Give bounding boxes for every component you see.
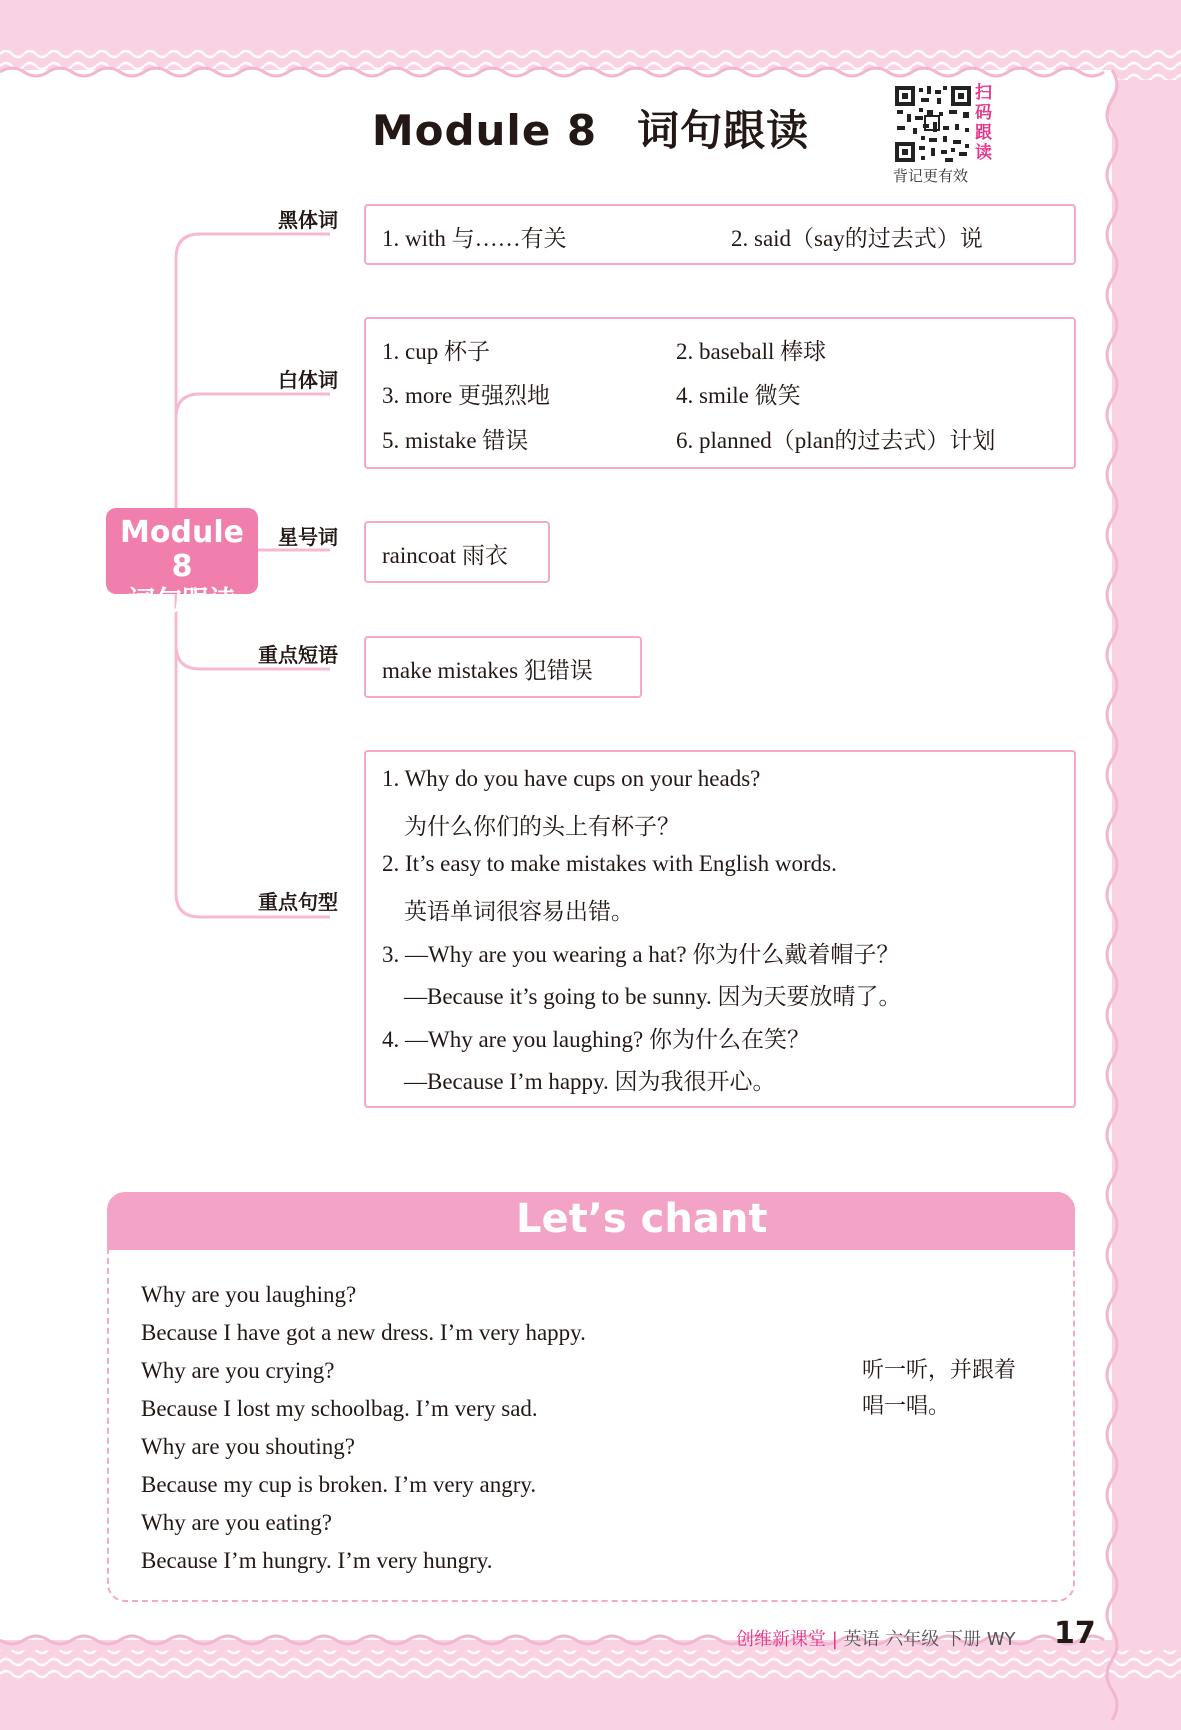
title-english: Module 8 bbox=[371, 106, 598, 155]
footer-info: 英语 六年级 下册 WY bbox=[843, 1629, 1016, 1650]
chant-line: Because I have got a new dress. I’m very happy. bbox=[141, 1320, 586, 1345]
plain-word-item: 1. cup 杯子 bbox=[382, 339, 490, 364]
qr-code-area[interactable] bbox=[893, 84, 973, 164]
title-chinese: 词句跟读 bbox=[637, 106, 810, 155]
category-key-phrases: 重点短语 bbox=[258, 643, 338, 667]
star-word-item: raincoat 雨衣 bbox=[382, 543, 508, 568]
chant-line: Why are you crying? bbox=[141, 1358, 335, 1383]
category-plain-words: 白体词 bbox=[278, 368, 338, 392]
key-phrase-item: make mistakes 犯错误 bbox=[382, 658, 593, 683]
chant-title: Let’s chant bbox=[516, 1196, 768, 1242]
chant-line: Why are you shouting? bbox=[141, 1434, 355, 1459]
key-sentence-line: 为什么你们的头上有杯子？ bbox=[404, 814, 680, 839]
center-node-line2: 词句跟读 bbox=[128, 586, 236, 617]
key-sentences-box bbox=[364, 750, 1076, 1108]
chant-line: Why are you eating? bbox=[141, 1510, 332, 1535]
key-sentence-line: 4. —Why are you laughing? 你为什么在笑？ bbox=[382, 1027, 810, 1052]
plain-word-item: 5. mistake 错误 bbox=[382, 428, 529, 453]
plain-word-item: 6. planned（plan的过去式）计划 bbox=[676, 428, 996, 453]
category-bold-words: 黑体词 bbox=[278, 208, 338, 232]
speech-bubble-text: 听一听，并跟着唱一唱。 bbox=[862, 1358, 1017, 1419]
category-key-sentences: 重点句型 bbox=[258, 890, 338, 914]
plain-word-item: 4. smile 微笑 bbox=[676, 383, 801, 408]
chant-line: Why are you laughing? bbox=[141, 1282, 357, 1307]
scan-label: 扫码跟读 bbox=[975, 83, 992, 163]
center-node-line1: Module 8 bbox=[120, 515, 244, 584]
key-sentence-line: 2. It’s easy to make mistakes with English words. bbox=[382, 851, 837, 876]
chant-line: Because I lost my schoolbag. I’m very sad. bbox=[141, 1396, 538, 1421]
footer: 创维新课堂 | 英语 六年级 下册 WY bbox=[736, 1629, 1016, 1650]
key-sentence-line: 1. Why do you have cups on your heads? bbox=[382, 766, 761, 791]
page-title bbox=[0, 98, 1181, 158]
bold-word-item: 1. with 与……有关 bbox=[382, 226, 567, 251]
bold-word-item: 2. said（say的过去式）说 bbox=[731, 226, 983, 251]
key-sentence-line: 3. —Why are you wearing a hat? 你为什么戴着帽子？ bbox=[382, 942, 900, 967]
mindmap-center-node bbox=[106, 508, 258, 617]
key-sentence-line: —Because it’s going to be sunny. 因为天要放晴了。 bbox=[404, 984, 902, 1009]
key-sentence-line: 英语单词很容易出错。 bbox=[404, 899, 634, 924]
page-number: 17 bbox=[1054, 1616, 1096, 1651]
plain-word-item: 3. more 更强烈地 bbox=[382, 383, 551, 408]
qr-caption: 背记更有效 bbox=[893, 167, 969, 185]
category-star-words: 星号词 bbox=[278, 525, 338, 549]
key-sentence-line: —Because I’m happy. 因为我很开心。 bbox=[404, 1069, 776, 1094]
chant-line: Because my cup is broken. I’m very angry. bbox=[141, 1472, 537, 1497]
footer-brand: 创维新课堂 bbox=[736, 1629, 826, 1650]
plain-word-item: 2. baseball 棒球 bbox=[676, 339, 827, 364]
chant-line: Because I’m hungry. I’m very hungry. bbox=[141, 1548, 493, 1573]
